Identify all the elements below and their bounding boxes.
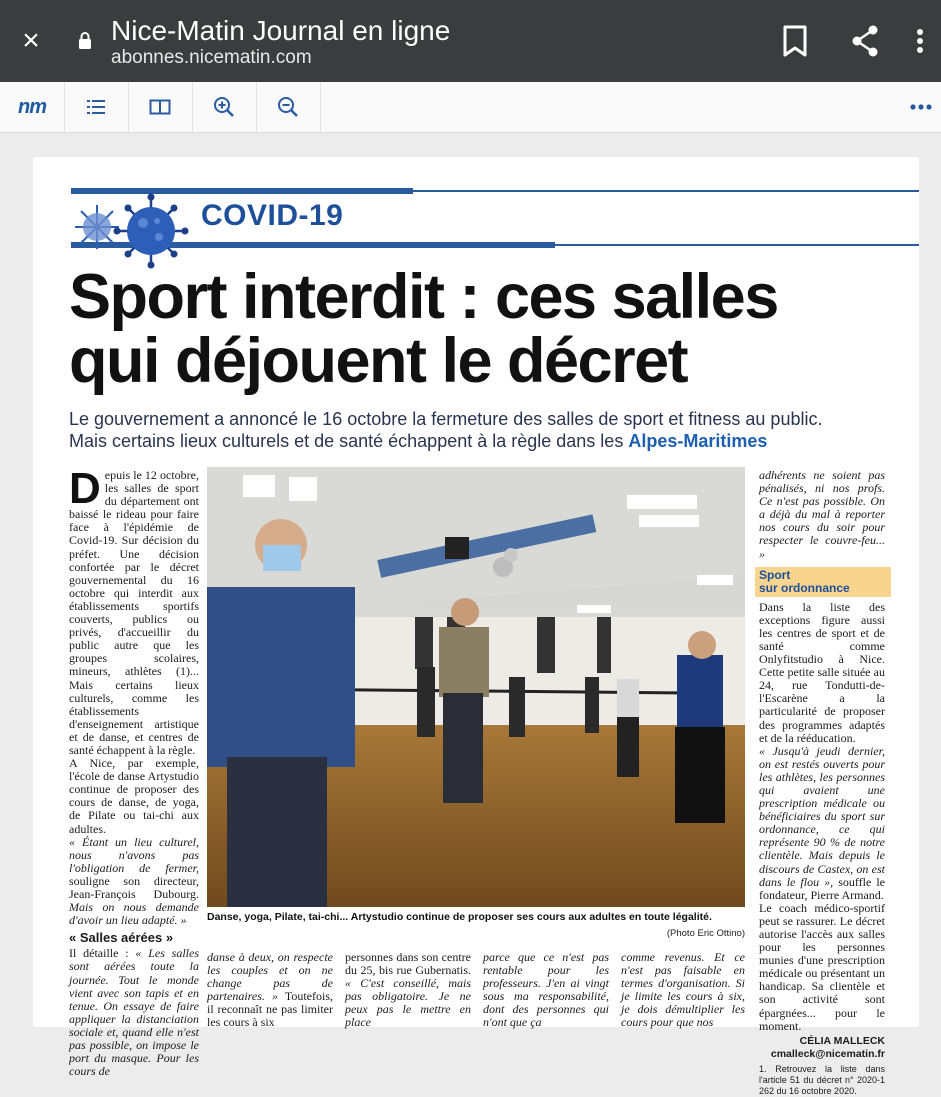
app-title: Nice-Matin Journal en ligne (111, 15, 451, 46)
standfirst-highlight: Alpes-Maritimes (628, 431, 768, 451)
section-rubric: COVID-19 (201, 199, 344, 232)
quote-text: Mais on nous demande d'avoir un lieu adapté. » (69, 900, 199, 928)
columns-icon (149, 98, 171, 116)
body-paragraph: Le coach médico-sportif peut se rassurer. Le décret autorise l'accès aux salles pour les personnes munies d'une prescription médicale ou présentant un handicap. Sa clientèle et son activité sont épargnées... pour le moment. (759, 900, 885, 1033)
zoom-out-icon (277, 96, 299, 118)
page-url[interactable]: abonnes.nicematin.com (111, 47, 312, 68)
quote-text: « Étant un lieu culturel, nous n'avons pas l'obligation de fermer, (69, 834, 199, 875)
body-text: Toutefois, il reconnaît ne pas limiter les cours à six (207, 989, 334, 1030)
photo-credit: (Photo Eric Ottino) (666, 928, 745, 939)
author-name: CÉLIA MALLECK (799, 1034, 885, 1047)
headline-line-1: Sport interdit : ces salles (69, 262, 778, 332)
article-photo (207, 467, 745, 907)
body-paragraph: Dans la liste des exceptions figure aussi les centres de sport et de santé comme Onlyfitstudio à Nice. Cette petite salle située au 24, rue Tondutti-de-l'Escarène a la particularité de proposer des programmes adaptés et de la rééducation. (759, 599, 885, 745)
article-column-4 (483, 951, 609, 1030)
article-column-6 (759, 469, 885, 1097)
list-icon (86, 98, 106, 116)
article-standfirst (69, 408, 919, 452)
body-text: personnes dans son centre du 25, bis rue Gubernatis. (345, 950, 471, 978)
coronavirus-icon (73, 193, 193, 269)
quote-text: adhérents ne soient pas pénalisés, ni nos profs. Ce n'est pas possible. On a déjà du mal à reporter nos cours du soir pour respecter le couvre-feu... » (759, 468, 885, 561)
body-text: Il détaille : (69, 946, 136, 961)
body-paragraph: epuis le 12 octobre, les salles de sport du département ont baissé le rideau pour faire face à l'épidémie de Covid-19. Sur décision du préfet. Une décision confortée par le décret gouvernemental du 16 octobre qui interdit aux établissements sportifs couverts, publics ou privés, d'accueillir du public autre que les groupes scolaires, mineurs, athlètes (1)... Mais certains lieux culturels, comme les établissements d'enseignement artistique et de danse, et centres de santé échappent à la règle. (69, 468, 199, 757)
list-button[interactable] (64, 82, 129, 132)
intertitle-line-2: sur ordonnance (759, 580, 850, 595)
nm-logo-button[interactable]: nm (0, 82, 65, 132)
newspaper-page (33, 157, 919, 1096)
lock-icon (78, 31, 92, 49)
close-icon[interactable]: × (22, 24, 40, 57)
intertitle-sport-ordonnance (755, 567, 891, 597)
more-horizontal-icon[interactable] (909, 96, 933, 118)
quote-text: danse à deux, on respecte les couples et on ne change pas de partenaires. » (207, 950, 333, 1004)
drop-cap: D (69, 464, 101, 513)
article-column-5 (621, 951, 745, 1030)
article-column-1 (69, 464, 199, 1079)
more-vertical-icon[interactable] (908, 22, 932, 60)
bookmark-icon[interactable] (778, 22, 812, 60)
header-rule (555, 244, 919, 246)
share-icon[interactable] (848, 22, 882, 60)
article-column-3 (345, 951, 471, 1030)
footnote: 1. Retrouvez la liste dans l'article 51 du décret n° 2020-1 262 du 16 octobre 2020. (759, 1063, 885, 1096)
columns-button[interactable] (128, 82, 193, 132)
article-column-2 (207, 951, 333, 1030)
photo-caption: Danse, yoga, Pilate, tai-chi... Artystudio continue de proposer ses cours aux adultes en toute légalité. (207, 911, 712, 923)
body-paragraph: A Nice, par exemple, l'école de danse Artystudio continue de proposer des cours de danse, de yoga, de Pilate ou tai-chi aux adultes. (69, 756, 199, 836)
header-rule (413, 190, 919, 192)
reader-toolbar (0, 82, 941, 133)
quote-text: comme revenus. Et ce n'est pas faisable en termes d'organisation. Si je limite les cours à six, je dois démultiplier les cours pour que nos (621, 950, 745, 1030)
zoom-out-button[interactable] (256, 82, 321, 132)
headline-line-2: qui déjouent le décret (69, 326, 688, 396)
quote-text: « C'est conseillé, mais pas obligatoire. Je ne peux pas le mettre en place (345, 976, 471, 1030)
body-text: souligne son directeur, Jean-François Dubourg. (69, 873, 199, 901)
intertitle-line-1: Sport (759, 567, 791, 582)
body-text: souffle le fondateur, Pierre Armand. (759, 874, 885, 902)
zoom-in-button[interactable] (192, 82, 257, 132)
quote-text: « Les salles sont aérées toute la journée. Tout le monde vient avec son tapis et en tenue. On essaye de faire appliquer la distanciation sociale et, quand elle n'est pas possible, on impose le port du masque. Pour les cours de (69, 946, 199, 1079)
zoom-in-icon (213, 96, 235, 118)
quote-text: parce que ce n'est pas rentable pour les professeurs. J'en ai vingt sous ma responsabilité, dont des personnes qui n'ont que ça (483, 950, 609, 1030)
intertitle: « Salles aérées » (69, 930, 174, 946)
standfirst-line-2: Mais certains lieux culturels et de santé échappent à la règle dans les (69, 431, 629, 451)
author-email[interactable]: cmalleck@nicematin.fr (770, 1047, 885, 1060)
article-headline (69, 262, 919, 396)
quote-text: « Jusqu'à jeudi dernier, on est restés ouverts pour les athlètes, les personnes qui avaient une prescription médicale ou bénéficiaires du sport sur ordonnance, ce qui représente 90 % de notre clientèle. Mais depuis le discours de Castex, on est dans le flou », (759, 743, 885, 889)
browser-app-bar (0, 0, 941, 82)
standfirst-line-1: Le gouvernement a annoncé le 16 octobre la fermeture des salles de sport et fitness au public. (69, 409, 823, 429)
